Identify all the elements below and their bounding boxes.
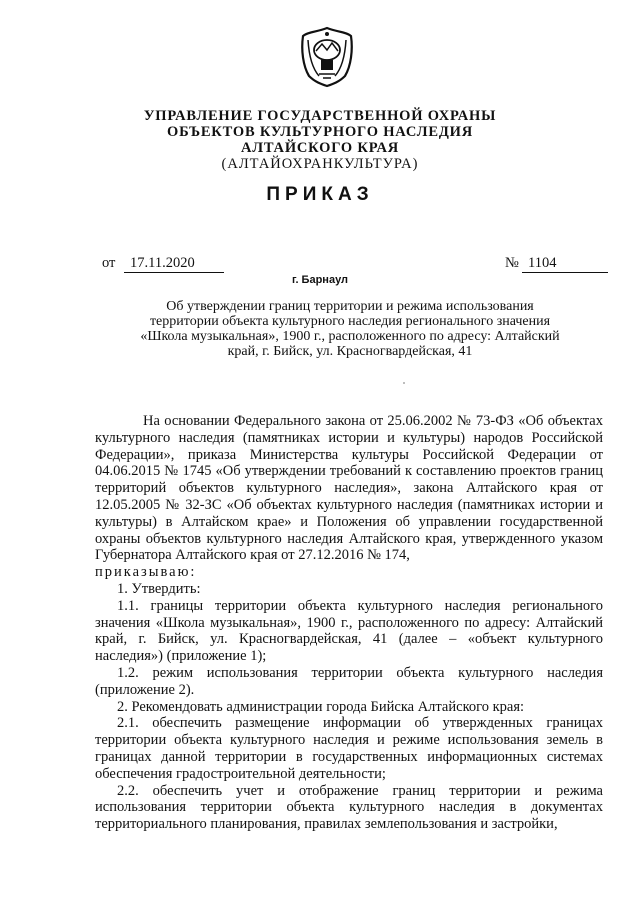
org-abbreviation: (АЛТАЙОХРАНКУЛЬТУРА) bbox=[221, 156, 419, 172]
document-type-title: ПРИКАЗ bbox=[266, 184, 374, 205]
item-1-1: 1.1. границы территории объекта культурного наследия регионального значения «Школа музыкальная», 1900 г., расположенного по адресу: Алтайский край, г. Бийск, ул. Красногвардейская, 41 (далее – «объект культурного наследия») (приложение 1); bbox=[95, 597, 603, 665]
document-body bbox=[95, 413, 603, 833]
document-number: 1104 bbox=[522, 255, 608, 273]
date-prefix: от bbox=[102, 255, 116, 271]
scan-speck bbox=[403, 382, 405, 384]
body-intro: На основании Федерального закона от 25.06.2002 № 73-ФЗ «Об объектах культурного наследия (памятниках истории и культуры) народов Российской Федерации», приказа Министерства культуры Российской Федерации от 04.06.2015 № 1745 «Об утверждении требований к составлению проектов границ территорий объектов культурного наследия», закона Алтайского края от 12.05.2005 № 32-ЗС «Об объектах культурного наследия (памятниках истории и культуры) в Алтайском крае» и Положения об управлении государственной охраны объектов культурного наследия Алтайского края, утвержденного указом Губернатора Алтайского края от 27.12.2016 № 174, bbox=[95, 413, 603, 564]
org-name-line-1: УПРАВЛЕНИЕ ГОСУДАРСТВЕННОЙ ОХРАНЫ bbox=[143, 108, 497, 124]
item-2-2: 2.2. обеспечить учет и отображение границ территории и режима использования территории объекта культурного наследия в документах территориального планирования, правилах землепользования и застройки, bbox=[95, 782, 603, 833]
org-name-line-3: АЛТАЙСКОГО КРАЯ bbox=[240, 140, 400, 156]
item-2: 2. Рекомендовать администрации города Бийска Алтайского края: bbox=[117, 698, 525, 715]
document-subject: Об утверждении границ территории и режима использования территории объекта культурного наследия регионального значения «Школа музыкальная», 1900 г., расположенного по адресу: Алтайский край, г. Бийск, ул. Красногвардейская, 41 bbox=[140, 299, 560, 359]
order-word: приказываю: bbox=[95, 564, 197, 581]
document-date: 17.11.2020 bbox=[124, 255, 224, 273]
org-name-line-2: ОБЪЕКТОВ КУЛЬТУРНОГО НАСЛЕДИЯ bbox=[167, 124, 473, 140]
item-2-1: 2.1. обеспечить размещение информации об утвержденных границах территории объекта культурного наследия и режиме использования земель в границах данной территории в государственных информационных системах обеспечения градостроительной деятельности; bbox=[95, 715, 603, 782]
item-1: 1. Утвердить: bbox=[117, 580, 201, 597]
number-prefix: № bbox=[505, 255, 519, 271]
city: г. Барнаул bbox=[291, 274, 349, 286]
coat-of-arms-emblem bbox=[299, 26, 355, 88]
item-1-2: 1.2. режим использования территории объекта культурного наследия (приложение 2). bbox=[95, 664, 603, 698]
